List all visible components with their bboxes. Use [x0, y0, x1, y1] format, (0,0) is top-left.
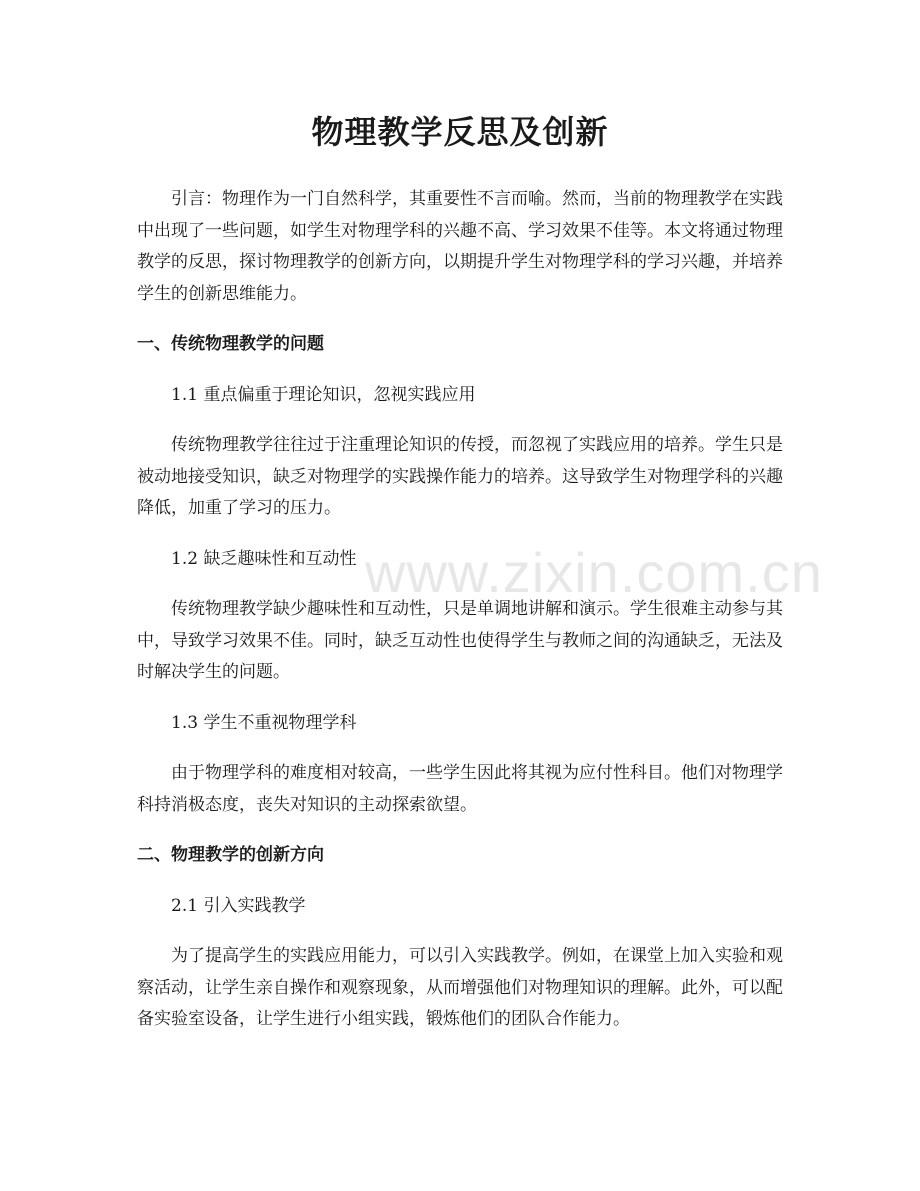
document-body	[137, 184, 783, 1055]
subheading-1-3: 1.3 学生不重视物理学科	[171, 712, 357, 733]
document-title: 物理教学反思及创新	[311, 113, 609, 151]
paragraph-1-3: 由于物理学科的难度相对较高，一些学生因此将其视为应付性科目。他们对物理学科持消极态度，丧失对知识的主动探索欲望。	[137, 763, 783, 815]
paragraph-2-1: 为了提高学生的实践应用能力，可以引入实践教学。例如，在课堂上加入实验和观察活动，让学生亲自操作和观察现象，从而增强他们对物理知识的理解。此外，可以配备实验室设备，让学生进行小组实践，锻炼他们的团队合作能力。	[137, 946, 783, 1029]
section-heading-2: 二、物理教学的创新方向	[137, 845, 324, 865]
subheading-1-1: 1.1 重点偏重于理论知识，忽视实践应用	[171, 384, 476, 405]
subheading-1-2: 1.2 缺乏趣味性和互动性	[171, 548, 357, 569]
section-heading-1: 一、传统物理教学的问题	[137, 334, 324, 354]
paragraph-1-1: 传统物理教学往往过于注重理论知识的传授，而忽视了实践应用的培养。学生只是被动地接受知识，缺乏对物理学的实践操作能力的培养。这导致学生对物理学科的兴趣降低，加重了学习的压力。	[137, 435, 783, 518]
subheading-2-1: 2.1 引入实践教学	[171, 895, 306, 916]
intro-paragraph: 引言：物理作为一门自然科学，其重要性不言而喻。然而，当前的物理教学在实践中出现了一些问题，如学生对物理学科的兴趣不高、学习效果不佳等。本文将通过物理教学的反思，探讨物理教学的创新方向，以期提升学生对物理学科的学习兴趣，并培养学生的创新思维能力。	[137, 189, 783, 304]
paragraph-1-2: 传统物理教学缺少趣味性和互动性，只是单调地讲解和演示。学生很难主动参与其中，导致学习效果不佳。同时，缺乏互动性也使得学生与教师之间的沟通缺乏，无法及时解决学生的问题。	[137, 599, 783, 682]
watermark: www.zixin.com.cn	[365, 541, 823, 604]
